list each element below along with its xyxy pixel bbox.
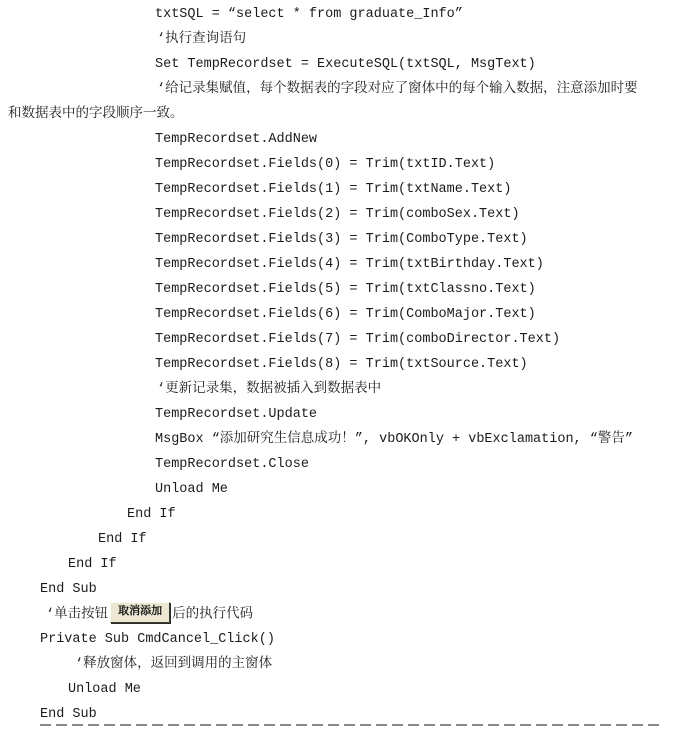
code-line: Set TempRecordset = ExecuteSQL(txtSQL, MsgText) — [155, 57, 536, 72]
code-line: MsgBox “添加研究生信息成功！”, vbOKOnly + vbExclamation, “警告” — [155, 432, 633, 447]
code-line: txtSQL = “select * from graduate_Info” — [155, 7, 463, 22]
code-line: TempRecordset.AddNew — [155, 132, 318, 147]
code-line: TempRecordset.Fields(0) = Trim(txtID.Text) — [155, 157, 496, 172]
code-line: TempRecordset.Fields(8) = Trim(txtSource.Text) — [155, 357, 528, 372]
code-line: TempRecordset.Fields(2) = Trim(comboSex.Text) — [155, 207, 520, 222]
dashed-page-separator — [40, 724, 662, 726]
comment-before-text: ‘单击按钮 — [46, 607, 109, 623]
code-line: TempRecordset.Fields(6) = Trim(ComboMajor.Text) — [155, 307, 536, 322]
code-line: TempRecordset.Fields(1) = Trim(txtName.Text) — [155, 182, 512, 197]
code-comment-line: ‘执行查询语句 — [157, 32, 247, 47]
code-line-end-if: End If — [98, 532, 147, 547]
code-comment-line: ‘释放窗体，返回到调用的主窗体 — [75, 657, 273, 672]
code-line: TempRecordset.Fields(5) = Trim(txtClassno.Text) — [155, 282, 536, 297]
comment-after-text: 后的执行代码 — [172, 607, 254, 623]
code-line: Unload Me — [155, 482, 228, 497]
code-line-end-sub: End Sub — [40, 707, 97, 722]
code-line: TempRecordset.Update — [155, 407, 318, 422]
code-line: Unload Me — [68, 682, 141, 697]
code-line: TempRecordset.Close — [155, 457, 309, 472]
code-comment-line: ‘更新记录集，数据被插入到数据表中 — [157, 382, 382, 397]
code-line-sub-declaration: Private Sub CmdCancel_Click() — [40, 632, 275, 647]
code-line-end-if: End If — [127, 507, 176, 522]
code-comment-wrapped-line: 和数据表中的字段顺序一致。 — [8, 107, 184, 122]
code-line: TempRecordset.Fields(3) = Trim(ComboType.Text) — [155, 232, 528, 247]
code-line-end-sub: End Sub — [40, 582, 97, 597]
cancel-add-button-image: 取消添加 — [110, 602, 170, 623]
code-line: TempRecordset.Fields(7) = Trim(comboDirector.Text) — [155, 332, 561, 347]
code-line-end-if: End If — [68, 557, 117, 572]
code-line: TempRecordset.Fields(4) = Trim(txtBirthday.Text) — [155, 257, 544, 272]
code-comment-line: ‘给记录集赋值，每个数据表的字段对应了窗体中的每个输入数据，注意添加时要 — [157, 82, 638, 97]
comment-line-with-button — [0, 602, 682, 627]
